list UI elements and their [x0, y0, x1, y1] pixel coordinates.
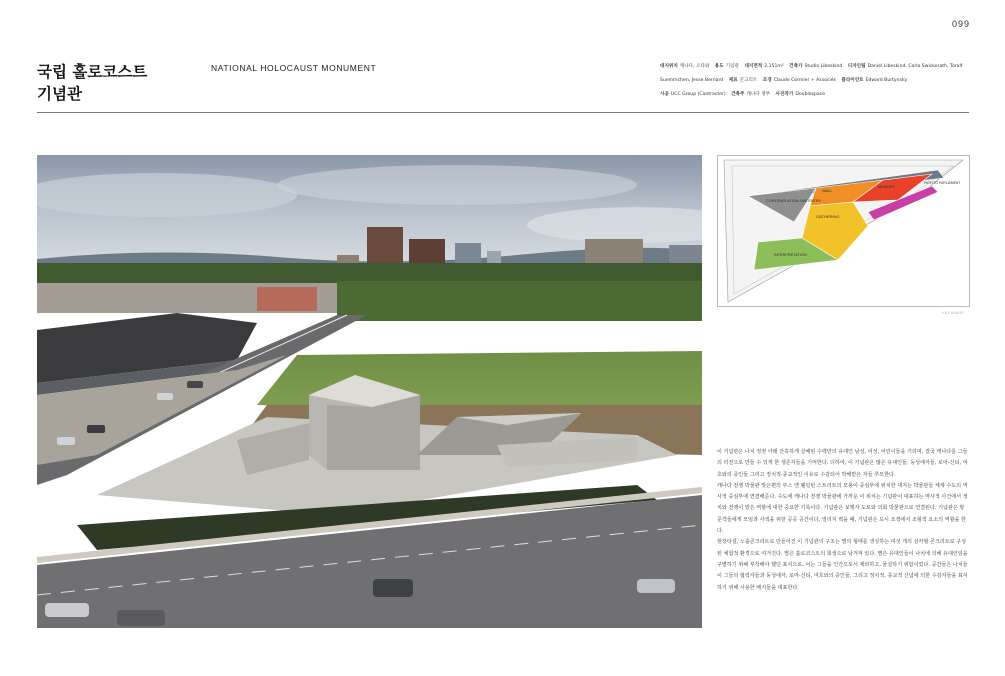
credit-item: 건축주 캐나다 정부	[731, 92, 771, 97]
diagram-label-interpretation: INTERPRETATION	[774, 253, 807, 257]
page-title-korean	[37, 61, 147, 105]
credit-item: 클라이언트 Edward Burtynsky	[841, 78, 908, 83]
body-paragraph-2: 캐나다 전쟁 박물관 맞은편의 부스 앤 웰링턴 스트리트의 모퉁이 중심부에 위치한 대지는 박물관들 체계 수도의 역사적 중심부에 연결해준다. 수도에 캐나다 전쟁 박물관에 가까운 이 위치는 기념관이 대표하는 역사적 사건에서 정치와 전쟁이 맡은 역할에 대한 중요한 기록이다. 기념관은 보행자 도로와 의회 박물관으로 연결된다. 기념관은 방문객들에게 모임과 사색을 위한 공공 공간이다. 열리지 벽을 때, 기념관은 도시 조경에서 조형적 요소의 역할을 한다.	[717, 482, 968, 535]
aerial-photo	[37, 155, 702, 628]
body-text	[717, 447, 969, 594]
site-plan-diagram	[717, 155, 970, 307]
credit-item: 시공 UCC Group (Contractor)	[660, 92, 726, 97]
diagram-label-wall: WALL	[822, 189, 833, 193]
credit-item: 디자인팀 Daniel Libeskind, Carla Swickerath, Toralf Suemmchen, Jesse Bernard	[660, 64, 963, 83]
project-credits	[660, 60, 970, 102]
diagram-caption: KEY IMAGE	[942, 310, 964, 315]
credit-item: 건축가 Studio Libeskind	[789, 64, 843, 69]
credit-item: 대지위치 캐나다, 오타와	[660, 64, 710, 69]
credit-item: 재료 콘크리트	[728, 78, 758, 83]
body-paragraph-3: 현장타설, 노출콘크리트로 만들어진 이 기념관의 구조는 별의 형태를 생성하는 여섯 개의 삼각형 콘크리트로 구성된 체험적 환경으로 여겨진다. 별은 홀로코스트의 희생으로 남겨져 있다. 별은 유대인들이 나치에 의해 유대인임을 구별하기 위해 부착해야 했던 표식으로, 이는 그들을 인간으로서 제외하고, 물살하기 위함이었다. 공간들은 나치들이 그들의 협력자들과 동성애자, 로마-신티, 여호와의 증인들, 그리고 정치적, 종교적 신념에 의한 수감자들을 표식하기 위해 사용한 배지들을 대표한다.	[717, 539, 968, 591]
title-line-2: 기념관	[37, 85, 82, 103]
diagram-label-path: PATH TO PARLIAMENT	[924, 181, 961, 185]
header-divider	[37, 112, 969, 113]
credit-item: 사진작가 Doublespace	[775, 92, 826, 97]
diagram-label-memory: MEMORY	[878, 185, 896, 189]
page-number: 099	[952, 19, 971, 29]
credit-item: 용도 기념관	[714, 64, 739, 69]
title-line-1: 국립 홀로코스트	[37, 63, 148, 81]
body-paragraph-1: 이 기념관은 나치 정권 아래 잔혹하게 살해된 수백만의 유대인 남성, 여성, 어린이들을 기리며, 결국 캐나다를 그들의 터전으로 만들 수 있게 한 생존자들을 기억한다. 더하여, 이 기념관은 많은 유대인들, 동성애자들, 로마-신티, 여호와의 증인들 그리고 정치적·종교적인 이유로 수감되어 박해받은 자들 추모한다.	[717, 449, 968, 478]
diagram-label-gathering: GATHERING	[816, 214, 840, 219]
page-title-english: NATIONAL HOLOCAUST MONUMENT	[211, 63, 377, 73]
credit-item: 대지면적 2,151m²	[744, 64, 784, 69]
credit-item: 조경 Claude Cormier + Associés	[762, 78, 836, 83]
diagram-label-contemplation: CONTEMPLATION AND ENTRY	[766, 199, 822, 203]
